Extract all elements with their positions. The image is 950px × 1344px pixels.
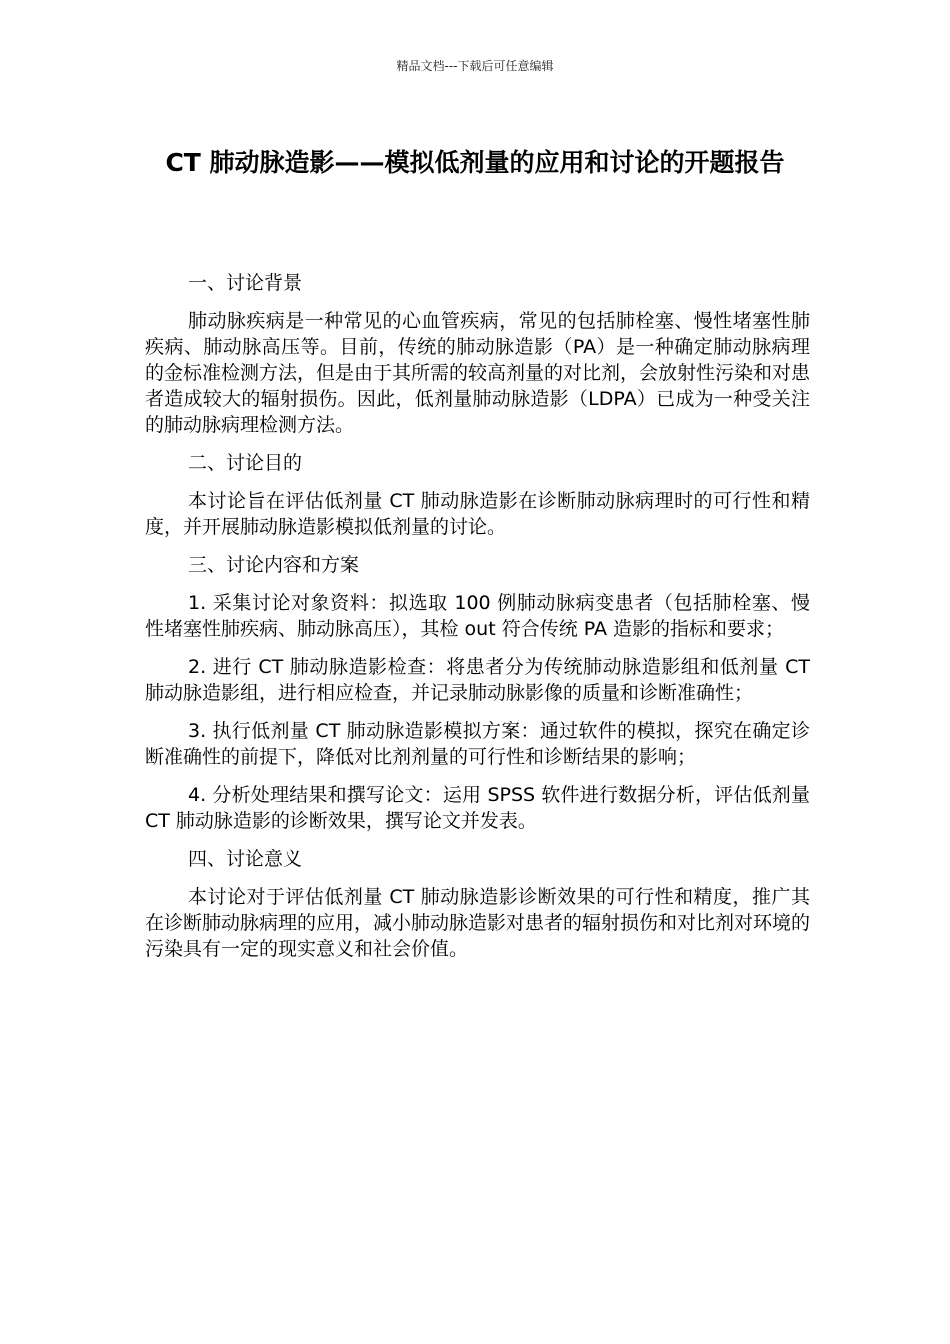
section-paragraph: 本讨论对于评估低剂量 CT 肺动脉造影诊断效果的可行性和精度，推广其在诊断肺动脉病理的应用，减小肺动脉造影对患者的辐射损伤和对比剂对环境的污染具有一定的现实意义和社会价值。 [145, 886, 811, 960]
section-paragraph: 肺动脉疾病是一种常见的心血管疾病，常见的包括肺栓塞、慢性堵塞性肺疾病、肺动脉高压等。目前，传统的肺动脉造影（PA）是一种确定肺动脉病理的金标准检测方法，但是由于其所需的较高剂量的对比剂，会放射性污染和对患者造成较大的辐射损伤。因此，低剂量肺动脉造影（LDPA）已成为一种受关注的肺动脉病理检测方法。 [145, 310, 811, 436]
section-paragraph: 本讨论旨在评估低剂量 CT 肺动脉造影在诊断肺动脉病理时的可行性和精度，并开展肺动脉造影模拟低剂量的讨论。 [145, 490, 810, 538]
plan-item-4: 4. 分析处理结果和撰写论文：运用 SPSS 软件进行数据分析，评估低剂量 CT 肺动脉造影的诊断效果，撰写论文并发表。 [145, 784, 810, 832]
section-heading-purpose: 二、讨论目的 [188, 452, 303, 474]
plan-item-3: 3. 执行低剂量 CT 肺动脉造影模拟方案：通过软件的模拟，探究在确定诊断准确性的前提下，降低对比剂剂量的可行性和诊断结果的影响； [145, 720, 810, 768]
section-heading-background: 一、讨论背景 [188, 272, 303, 294]
section-heading-content-plan: 三、讨论内容和方案 [188, 554, 360, 576]
header-note: 精品文档---下载后可任意编辑 [396, 59, 554, 73]
document-body [145, 270, 810, 974]
plan-item-1: 1. 采集讨论对象资料：拟选取 100 例肺动脉病变患者（包括肺栓塞、慢性堵塞性肺疾病、肺动脉高压），其检 out 符合传统 PA 造影的指标和要求； [145, 592, 810, 640]
section-heading-significance: 四、讨论意义 [188, 848, 303, 870]
document-title: CT 肺动脉造影——模拟低剂量的应用和讨论的开题报告 [165, 148, 785, 177]
plan-item-2: 2. 进行 CT 肺动脉造影检查：将患者分为传统肺动脉造影组和低剂量 CT 肺动脉造影组，进行相应检查，并记录肺动脉影像的质量和诊断准确性； [145, 656, 810, 704]
